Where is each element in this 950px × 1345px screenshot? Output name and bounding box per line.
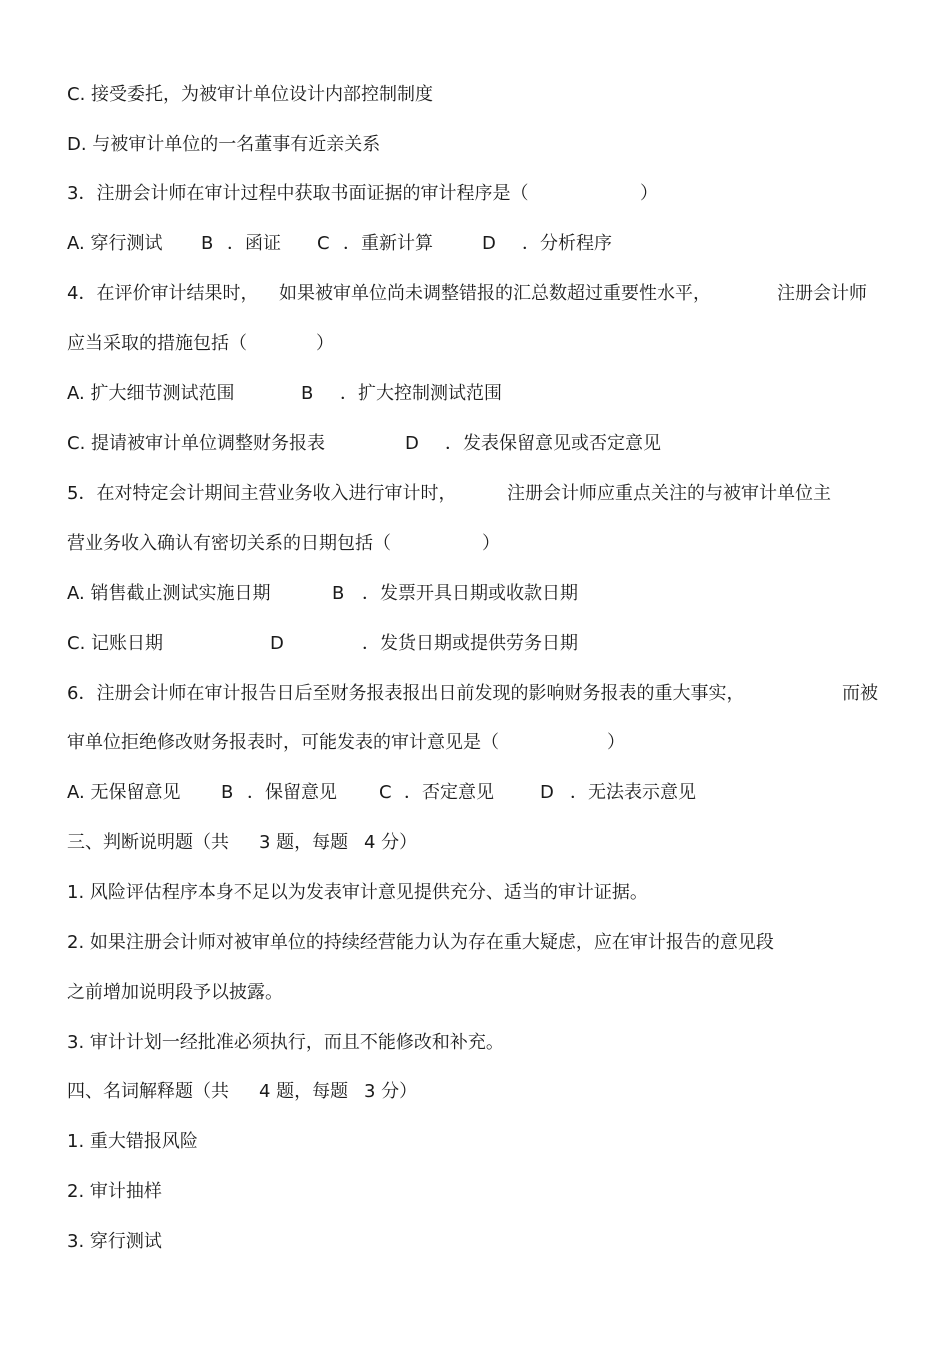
option-a: A. 穿行测试 bbox=[67, 233, 163, 254]
question-text: 注册会计师应重点关注的与被审计单位主 bbox=[507, 483, 831, 504]
option-text: D. 与被审计单位的一名董事有近亲关系 bbox=[67, 134, 381, 155]
term-text: 3. 穿行测试 bbox=[67, 1231, 162, 1252]
question-text: 而被 bbox=[842, 683, 878, 704]
term-text: 2. 审计抽样 bbox=[67, 1181, 162, 1202]
section-title: 4 分） bbox=[364, 832, 418, 853]
option-b-text: ．保留意见 bbox=[247, 782, 337, 803]
section-title: 3 题，每题 bbox=[259, 832, 349, 853]
option-a: A. 无保留意见 bbox=[67, 782, 181, 803]
statement-text: 2. 如果注册会计师对被审单位的持续经营能力认为存在重大疑虑，应在审计报告的意见段 bbox=[67, 932, 774, 953]
option-b-text: ．扩大控制测试范围 bbox=[340, 383, 502, 404]
option-c-text: ．否定意见 bbox=[404, 782, 494, 803]
term-text: 1. 重大错报风险 bbox=[67, 1131, 198, 1152]
option-letter: C bbox=[379, 782, 392, 803]
question-text: 注册会计师 bbox=[777, 283, 867, 304]
question-text: 6．注册会计师在审计报告日后至财务报表报出日前发现的影响财务报表的重大事实， bbox=[67, 683, 745, 704]
statement-text: 1. 风险评估程序本身不足以为发表审计意见提供充分、适当的审计证据。 bbox=[67, 882, 648, 903]
option-letter: B bbox=[221, 782, 234, 803]
option-d-text: ．分析程序 bbox=[522, 233, 612, 254]
question-text: 3．注册会计师在审计过程中获取书面证据的审计程序是（ bbox=[67, 183, 529, 204]
option-letter: D bbox=[482, 233, 496, 254]
option-letter: D bbox=[405, 433, 419, 454]
question-text: 应当采取的措施包括（ bbox=[67, 333, 247, 354]
question-text: 4．在评价审计结果时， bbox=[67, 283, 259, 304]
option-a: A. 销售截止测试实施日期 bbox=[67, 583, 271, 604]
question-bracket: ） bbox=[316, 333, 334, 354]
option-letter: B bbox=[301, 383, 314, 404]
option-d-text: ．发表保留意见或否定意见 bbox=[445, 433, 661, 454]
option-letter: B bbox=[332, 583, 345, 604]
question-bracket: ） bbox=[607, 732, 625, 753]
option-c: C. 提请被审计单位调整财务报表 bbox=[67, 433, 326, 454]
option-d-text: ．无法表示意见 bbox=[570, 782, 696, 803]
option-c: C. 记账日期 bbox=[67, 633, 164, 654]
option-a: A. 扩大细节测试范围 bbox=[67, 383, 235, 404]
question-text: 审单位拒绝修改财务报表时，可能发表的审计意见是（ bbox=[67, 732, 499, 753]
statement-text: 之前增加说明段予以披露。 bbox=[67, 982, 283, 1003]
option-b-text: ．发票开具日期或收款日期 bbox=[362, 583, 578, 604]
option-c-text: ．重新计算 bbox=[343, 233, 433, 254]
question-text: 如果被审单位尚未调整错报的汇总数超过重要性水平， bbox=[279, 283, 711, 304]
question-bracket: ） bbox=[482, 533, 500, 554]
question-text: 5．在对特定会计期间主营业务收入进行审计时， bbox=[67, 483, 457, 504]
statement-text: 3. 审计计划一经批准必须执行，而且不能修改和补充。 bbox=[67, 1032, 504, 1053]
option-letter: C bbox=[317, 233, 330, 254]
section-title: 三、判断说明题（共 bbox=[67, 832, 229, 853]
option-b-text: ．函证 bbox=[227, 233, 281, 254]
option-d-text: ．发货日期或提供劳务日期 bbox=[362, 633, 578, 654]
section-title: 3 分） bbox=[364, 1081, 418, 1102]
section-title: 四、名词解释题（共 bbox=[67, 1081, 229, 1102]
option-letter: B bbox=[201, 233, 214, 254]
question-text: 营业务收入确认有密切关系的日期包括（ bbox=[67, 533, 391, 554]
option-letter: D bbox=[540, 782, 554, 803]
option-letter: D bbox=[270, 633, 284, 654]
question-bracket: ） bbox=[640, 183, 658, 204]
option-text: C. 接受委托，为被审计单位设计内部控制制度 bbox=[67, 84, 434, 105]
section-title: 4 题，每题 bbox=[259, 1081, 349, 1102]
